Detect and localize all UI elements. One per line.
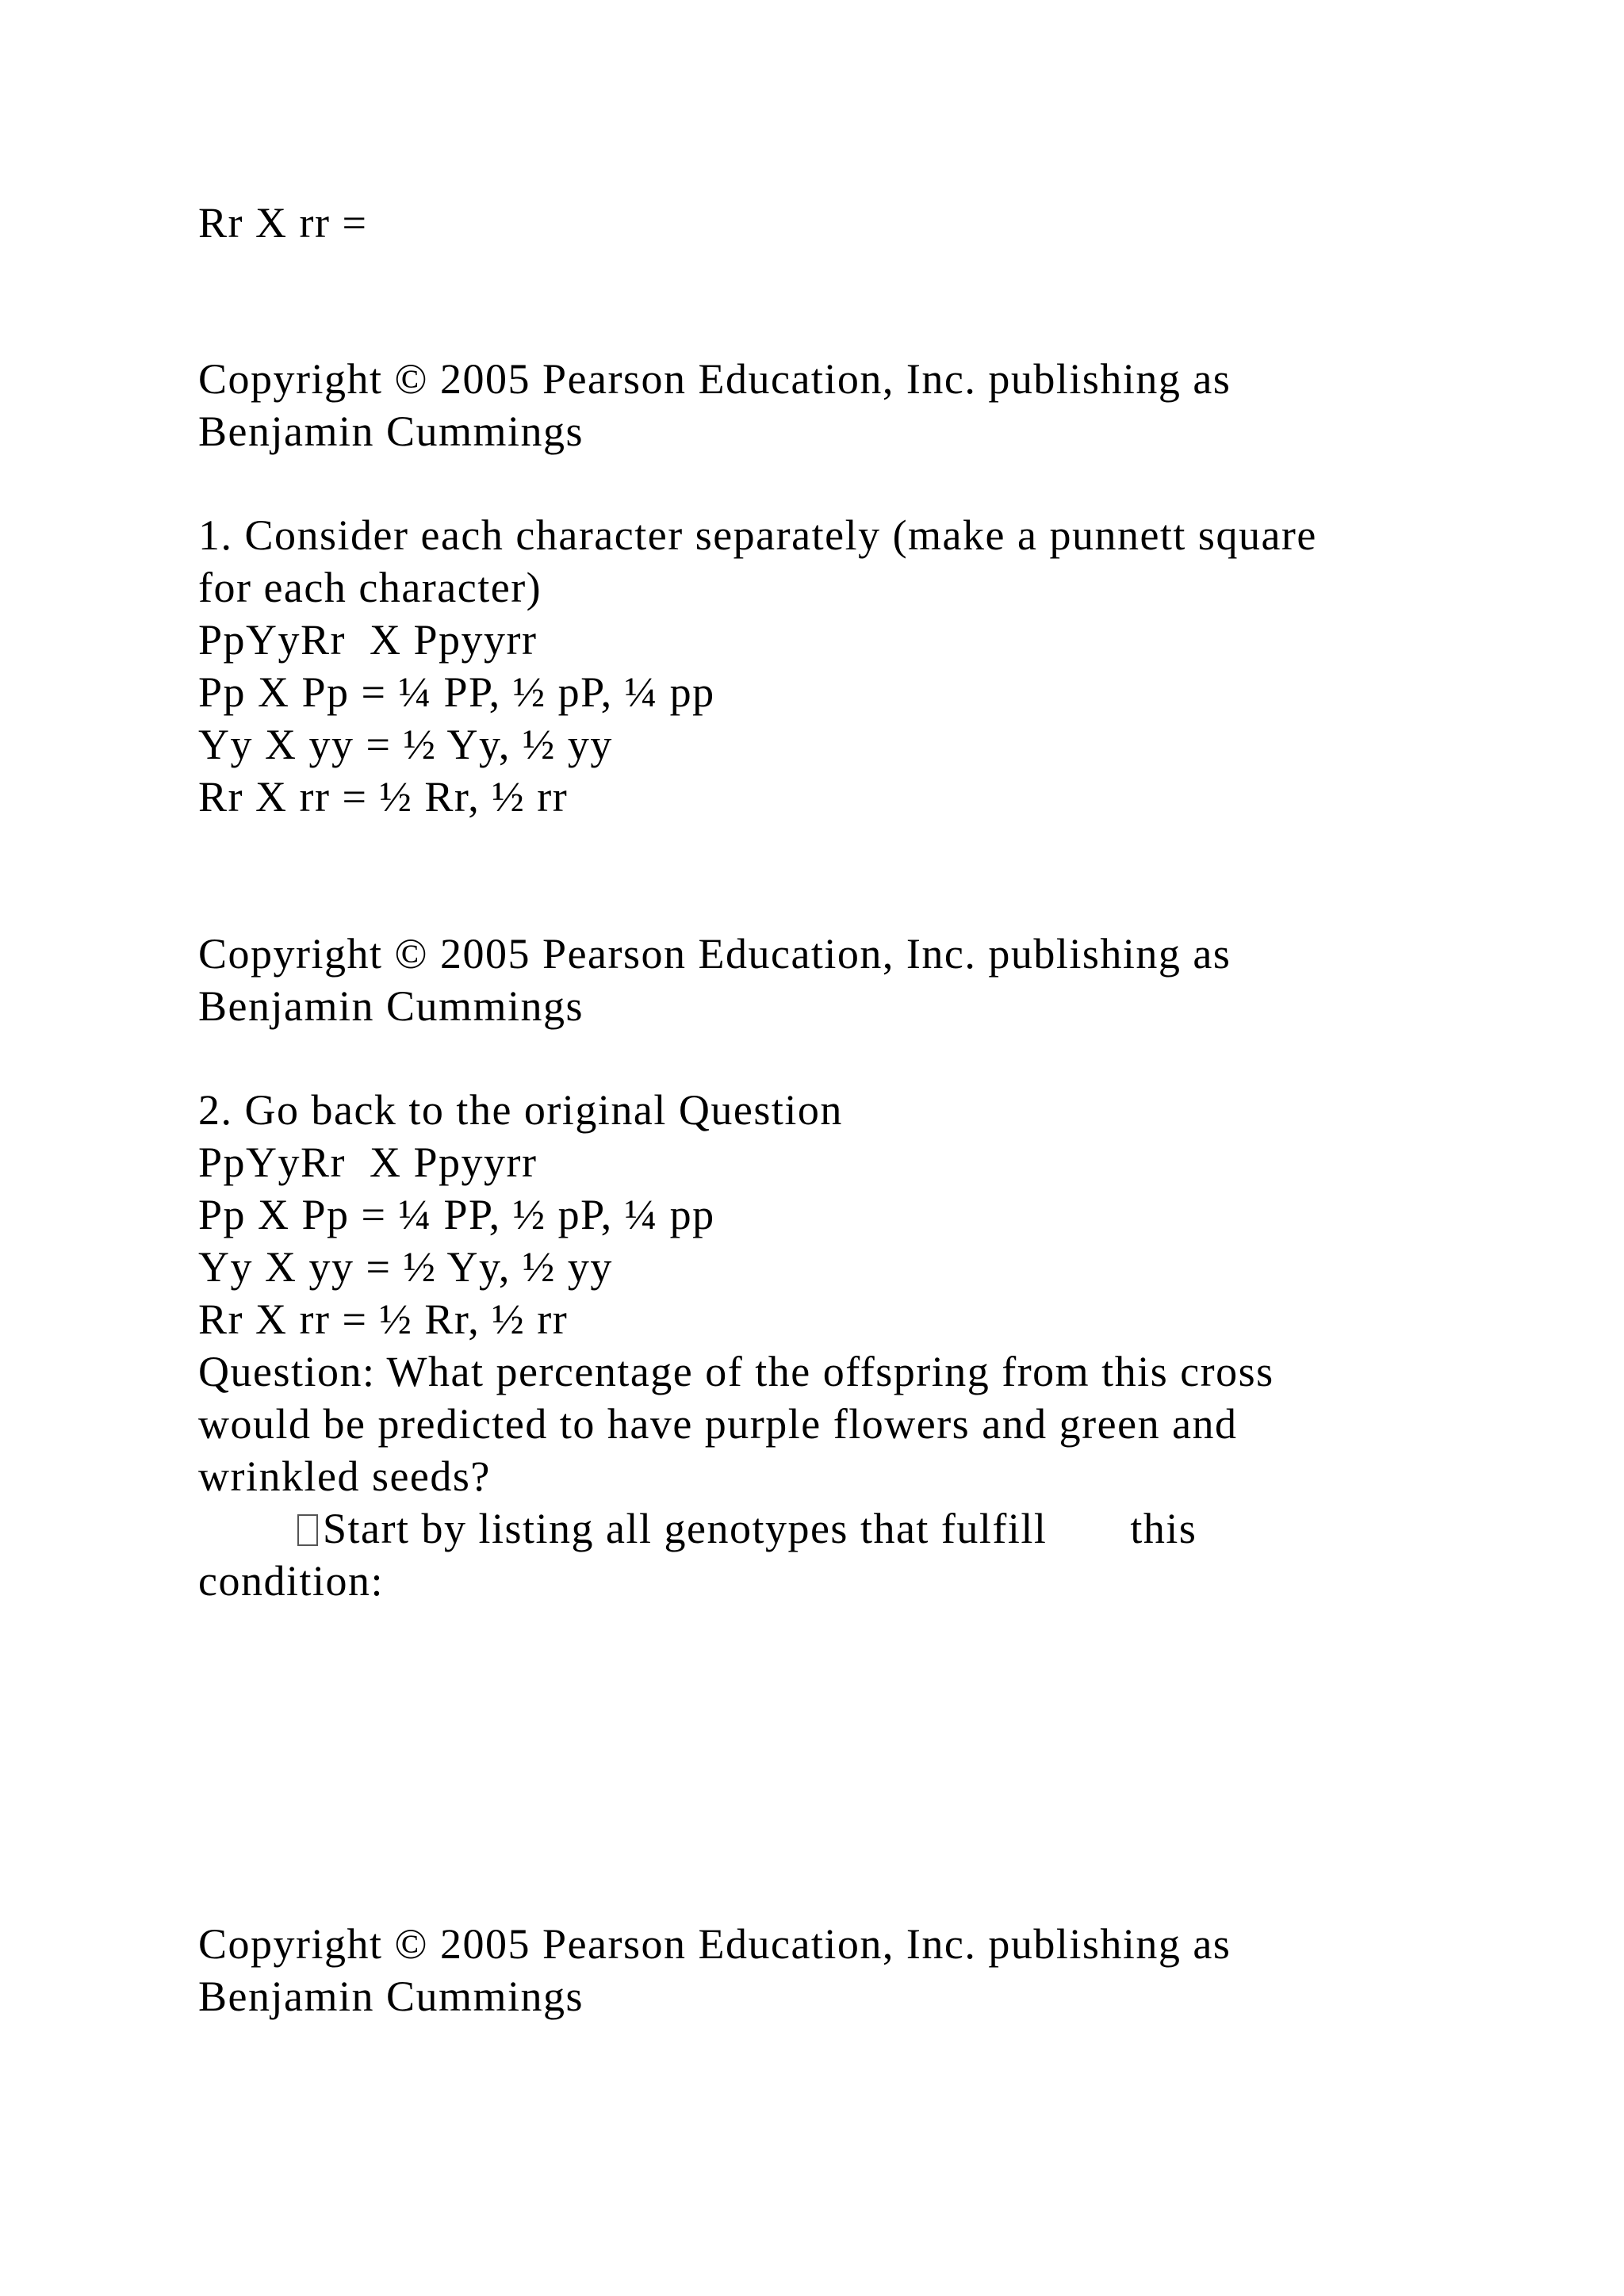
question-text: Question: What percentage of the offspring from this cross [198,1348,1274,1395]
pp-cross-result: Pp X Pp = ¼ PP, ½ pP, ¼ pp [198,668,715,716]
question-text-cont: would be predicted to have purple flowers and green and [198,1400,1238,1448]
pp-cross-result: Pp X Pp = ¼ PP, ½ pP, ¼ pp [198,1191,715,1238]
copyright-publisher: Benjamin Cummings [198,408,584,455]
question-text-end: wrinkled seeds? [198,1452,491,1500]
cross-genotypes: PpYyRr X Ppyyrr [198,616,538,664]
yy-cross-result: Yy X yy = ½ Yy, ½ yy [198,721,613,768]
step-2-text: 2. Go back to the original Question [198,1086,843,1134]
instruction-line [297,1502,1197,1555]
copyright-line: Copyright © 2005 Pearson Education, Inc. publishing as [198,1920,1231,1968]
instruction-text-cont: condition: [198,1557,384,1605]
step-1-text: 1. Consider each character separately (make a punnett square [198,511,1317,559]
instruction-text: Start by listing all genotypes that fulfill this [323,1505,1197,1552]
rr-cross-result: Rr X rr = ½ Rr, ½ rr [198,1295,569,1343]
step-1-text-cont: for each character) [198,564,542,611]
rr-cross-result: Rr X rr = ½ Rr, ½ rr [198,773,569,821]
copyright-publisher: Benjamin Cummings [198,1973,584,2020]
missing-glyph-bullet-icon [297,1514,318,1546]
cross-rr-heading: Rr X rr = [198,199,368,247]
copyright-publisher: Benjamin Cummings [198,982,584,1030]
copyright-line: Copyright © 2005 Pearson Education, Inc. publishing as [198,930,1231,978]
copyright-line: Copyright © 2005 Pearson Education, Inc. publishing as [198,355,1231,403]
cross-genotypes: PpYyRr X Ppyyrr [198,1138,538,1186]
yy-cross-result: Yy X yy = ½ Yy, ½ yy [198,1243,613,1291]
